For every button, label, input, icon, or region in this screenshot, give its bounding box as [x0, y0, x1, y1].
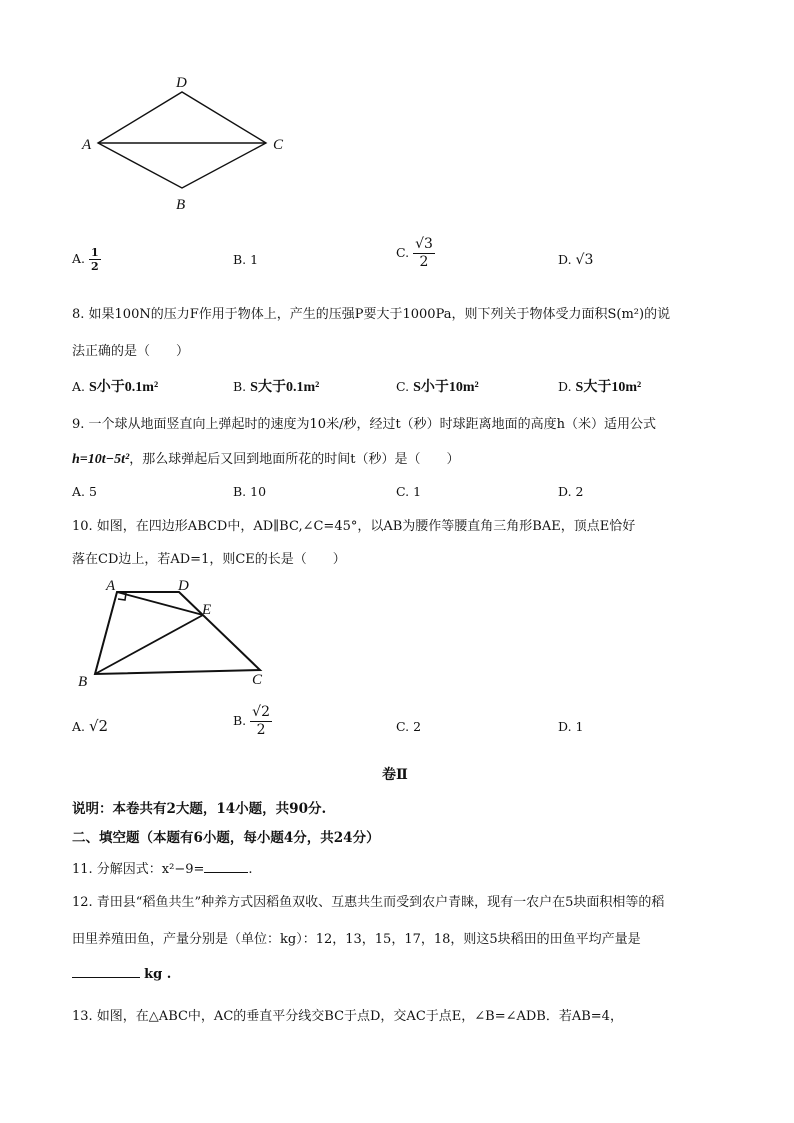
- q9-formula: h=10t−5t²: [72, 452, 130, 467]
- option-value: 5: [89, 484, 97, 499]
- q9-line1: 9. 一个球从地面竖直向上弹起时的速度为10米/秒，经过t（秒）时球距离地面的高度h（米）适用公式: [72, 417, 657, 432]
- option-letter: D.: [558, 379, 572, 394]
- option-letter: B.: [233, 484, 247, 499]
- option-letter: A.: [72, 251, 86, 267]
- fraction: [413, 236, 435, 271]
- fraction: [250, 704, 272, 739]
- q11-end: .: [248, 862, 253, 877]
- q8-option-a: [72, 376, 158, 396]
- trapezoid-outline: [95, 592, 260, 674]
- q7-option-d: [558, 252, 593, 268]
- option-letter: A.: [72, 719, 86, 734]
- label-d: D: [178, 578, 189, 594]
- label-c: C: [252, 672, 263, 688]
- label-b: B: [176, 197, 186, 213]
- q9-line2: [72, 448, 459, 468]
- q10-line1: 10. 如图，在四边形ABCD中，AD∥BC,∠C=45°，以AB为腰作等腰直角三角形BAE，顶点E恰好: [72, 519, 636, 534]
- rhombus-figure: [70, 65, 300, 220]
- option-value: 1: [413, 484, 422, 499]
- q9-option-c: [396, 484, 421, 499]
- label-d: D: [176, 75, 187, 91]
- q8-option-c: [396, 376, 479, 396]
- option-value: S大于0.1m²: [250, 380, 320, 395]
- option-letter: C.: [396, 244, 410, 260]
- option-value: 10: [250, 484, 267, 499]
- option-value: 2: [413, 719, 422, 734]
- q8-option-d: [558, 376, 641, 396]
- q11-text: 11. 分解因式：x²−9=: [72, 862, 205, 877]
- q12-line3: [72, 967, 171, 982]
- rhombus-outline: [98, 92, 266, 188]
- option-letter: A.: [72, 484, 86, 499]
- option-letter: A.: [72, 379, 86, 394]
- option-value: 2: [575, 484, 584, 499]
- option-letter: D.: [558, 719, 572, 734]
- option-value: √2: [89, 717, 109, 735]
- option-value: 1: [250, 252, 259, 267]
- fraction: [89, 246, 101, 273]
- q12-answer-blank[interactable]: [72, 977, 140, 978]
- section-title: 卷Ⅱ: [382, 767, 408, 783]
- option-value: S小于0.1m²: [89, 380, 159, 395]
- option-letter: B.: [233, 252, 247, 267]
- q10-option-a: [72, 717, 108, 735]
- option-letter: B.: [233, 379, 247, 394]
- numerator: 1: [91, 246, 99, 259]
- denominator: 2: [256, 721, 266, 738]
- q10-option-c: [396, 719, 421, 734]
- option-value: S小于10m²: [413, 380, 479, 395]
- q12-line2: 田里养殖田鱼，产量分别是（单位：kg）：12，13，15，17，18，则这5块稻田的田鱼平均产量是: [72, 932, 641, 947]
- q12-line1: 12. 青田县“稻鱼共生”种养方式因稻鱼双收、互惠共生而受到农户青睐，现有一农户在5块面积相等的稻: [72, 895, 665, 910]
- q7-option-b: [233, 252, 258, 267]
- denominator: 2: [91, 260, 99, 274]
- q8-line1: 8. 如果100N的压力F作用于物体上，产生的压强P要大于1000Pa，则下列关于物体受力面积S(m²)的说: [72, 307, 671, 322]
- q11: [72, 858, 253, 877]
- section-note: 说明：本卷共有2大题，14小题，共90分.: [72, 801, 327, 817]
- option-letter: B.: [233, 712, 247, 728]
- segment-be: [95, 615, 203, 674]
- section-heading: 二、填空题（本题有6小题，每小题4分，共24分）: [72, 830, 380, 846]
- q10-line2: 落在CD边上，若AD=1，则CE的长是（ ）: [72, 552, 346, 567]
- option-letter: C.: [396, 484, 410, 499]
- q8-option-b: [233, 376, 319, 396]
- label-c: C: [273, 137, 284, 153]
- option-letter: D.: [558, 484, 572, 499]
- numerator: √2: [252, 704, 270, 720]
- label-a: A: [106, 578, 116, 594]
- option-letter: C.: [396, 379, 410, 394]
- option-value: √3: [575, 252, 594, 268]
- q12-unit: kg .: [144, 967, 172, 982]
- label-b: B: [78, 674, 88, 690]
- q11-answer-blank[interactable]: [204, 872, 248, 873]
- q9-option-b: [233, 484, 266, 499]
- q8-line2: 法正确的是（ ）: [72, 344, 190, 359]
- trapezoid-figure: [72, 574, 282, 694]
- q13-line1: 13. 如图，在△ABC中，AC的垂直平分线交BC于点D，交AC于点E，∠B=∠ADB．若AB=4，: [72, 1009, 623, 1024]
- q9-line2-rest: ，那么球弹起后又回到地面所花的时间t（秒）是（ ）: [129, 452, 460, 467]
- option-value: S大于10m²: [575, 380, 642, 395]
- denominator: 2: [419, 253, 429, 270]
- q7-option-c: [396, 236, 435, 271]
- q9-option-d: [558, 484, 584, 499]
- option-letter: D.: [558, 252, 572, 267]
- label-e: E: [202, 602, 212, 618]
- q9-option-a: [72, 484, 97, 499]
- q10-option-b: [233, 704, 272, 739]
- q7-option-a: [72, 246, 101, 273]
- numerator: √3: [415, 236, 433, 252]
- option-letter: C.: [396, 719, 410, 734]
- q10-option-d: [558, 719, 584, 734]
- option-value: 1: [575, 719, 584, 734]
- label-a: A: [82, 137, 92, 153]
